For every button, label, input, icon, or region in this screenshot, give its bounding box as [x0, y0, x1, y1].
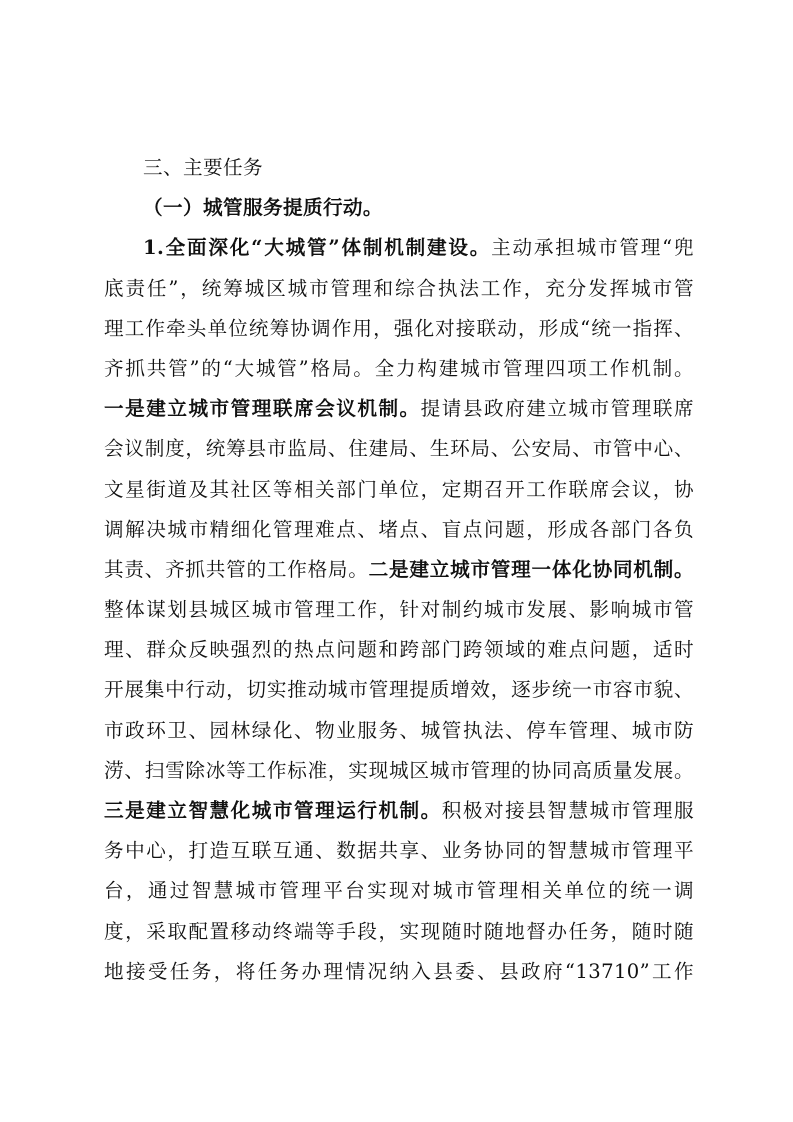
subsection-title-text: （一）城管服务提质行动。 — [143, 196, 383, 220]
mechanism-three-heading: 三是建立智慧化城市管理运行机制。 — [104, 799, 442, 822]
line10-text: 其责、齐抓共管的工作格局。 — [104, 557, 369, 581]
item1-heading: 1.全面深化“大城管”体制机制建设。 — [143, 236, 492, 260]
paragraph-line: 台，通过智慧城市管理平台实现对城市管理相关单位的统一调 — [104, 879, 694, 903]
paragraph-line — [104, 550, 694, 590]
paragraph-line: 会议制度，统筹县市监局、住建局、生环局、公安局、市管中心、 — [104, 437, 694, 461]
paragraph-line — [104, 389, 694, 429]
paragraph-line: 整体谋划县城区城市管理工作，针对制约城市发展、影响城市管 — [104, 598, 694, 622]
paragraph-line: 理工作牵头单位统筹协调作用，强化对接联动，形成“统一指挥、 — [104, 316, 694, 340]
subsection-title — [104, 188, 694, 228]
paragraph-line: 市政环卫、园林绿化、物业服务、城管执法、停车管理、城市防 — [104, 718, 694, 742]
paragraph-line: 文星街道及其社区等相关部门单位，定期召开工作联席会议，协 — [104, 477, 694, 501]
mechanism-three-text: 积极对接县智慧城市管理服 — [441, 799, 694, 822]
paragraph-line: 开展集中行动，切实推动城市管理提质增效，逐步统一市容市貌、 — [104, 678, 694, 702]
mechanism-two-heading: 二是建立城市管理一体化协同机制。 — [368, 557, 695, 581]
paragraph-line: 地接受任务，将任务办理情况纳入县委、县政府“13710”工作 — [104, 959, 694, 983]
mechanism-one-text: 提请县政府建立城市管理联席 — [420, 397, 695, 421]
paragraph-line: 底责任”，统筹城区城市管理和综合执法工作，充分发挥城市管 — [104, 276, 694, 300]
paragraph-line — [104, 228, 694, 268]
paragraph-line: 涝、扫雪除冰等工作标准，实现城区城市管理的协同高质量发展。 — [104, 758, 694, 782]
paragraph-line: 调解决城市精细化管理难点、堵点、盲点问题，形成各部门各负 — [104, 517, 694, 541]
paragraph-line: 齐抓共管”的“大城管”格局。全力构建城市管理四项工作机制。 — [104, 356, 694, 380]
paragraph-line: 务中心，打造互联互通、数据共享、业务协同的智慧城市管理平 — [104, 839, 694, 863]
paragraph-line: 理、群众反映强烈的热点问题和跨部门跨领域的难点问题，适时 — [104, 638, 694, 662]
paragraph-line — [104, 791, 694, 831]
item1-text: 主动承担城市管理“兜 — [491, 236, 694, 260]
document-body — [104, 148, 694, 992]
mechanism-one-heading: 一是建立城市管理联席会议机制。 — [104, 397, 421, 421]
section-title: 三、主要任务 — [143, 156, 263, 179]
paragraph-line: 度，采取配置移动终端等手段，实现随时随地督办任务，随时随 — [104, 919, 694, 943]
